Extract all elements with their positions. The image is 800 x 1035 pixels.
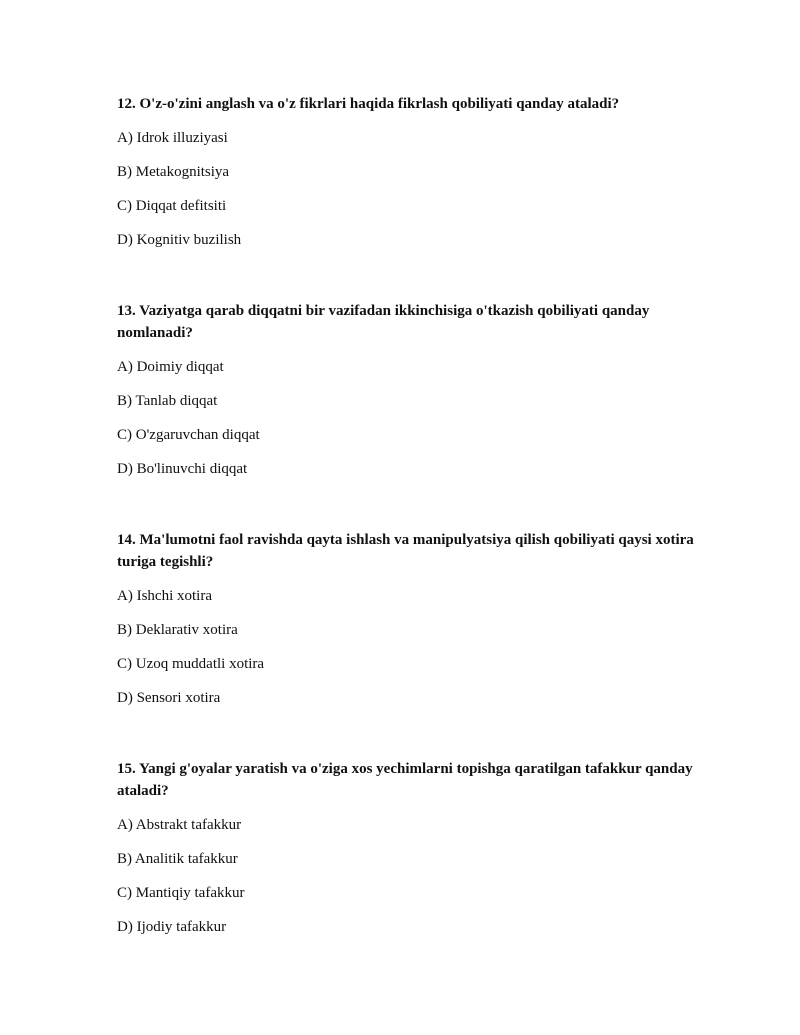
option-a: A) Abstrakt tafakkur (117, 817, 242, 833)
question-13 (117, 300, 697, 480)
option-c: C) Mantiqiy tafakkur (117, 885, 245, 901)
option-a: A) Doimiy diqqat (117, 359, 224, 375)
option-b: B) Tanlab diqqat (117, 393, 218, 409)
option-b: B) Analitik tafakkur (117, 851, 238, 867)
option-list (117, 585, 697, 709)
option-d: D) Ijodiy tafakkur (117, 919, 227, 935)
question-15 (117, 758, 697, 938)
option-list (117, 356, 697, 480)
question-text: 13. Vaziyatga qarab diqqatni bir vazifadan ikkinchisiga o'tkazish qobiliyati qanday nomlanadi? (117, 303, 650, 341)
option-a: A) Ishchi xotira (117, 588, 212, 604)
option-d: D) Kognitiv buzilish (117, 232, 242, 248)
document-page (117, 93, 697, 938)
option-c: C) Uzoq muddatli xotira (117, 656, 265, 672)
option-list (117, 814, 697, 938)
question-text: 14. Ma'lumotni faol ravishda qayta ishlash va manipulyatsiya qilish qobiliyati qaysi xotira turiga tegishli? (117, 532, 694, 570)
option-d: D) Bo'linuvchi diqqat (117, 461, 248, 477)
option-b: B) Metakognitsiya (117, 164, 230, 180)
option-list (117, 127, 697, 251)
question-14 (117, 529, 697, 709)
option-a: A) Idrok illuziyasi (117, 130, 228, 146)
option-b: B) Deklarativ xotira (117, 622, 238, 638)
question-text: 12. O'z-o'zini anglash va o'z fikrlari haqida fikrlash qobiliyati qanday ataladi? (117, 96, 620, 112)
option-c: C) O'zgaruvchan diqqat (117, 427, 260, 443)
question-12 (117, 93, 697, 251)
question-text: 15. Yangi g'oyalar yaratish va o'ziga xos yechimlarni topishga qaratilgan tafakkur qanday ataladi? (117, 761, 693, 799)
option-d: D) Sensori xotira (117, 690, 221, 706)
option-c: C) Diqqat defitsiti (117, 198, 227, 214)
